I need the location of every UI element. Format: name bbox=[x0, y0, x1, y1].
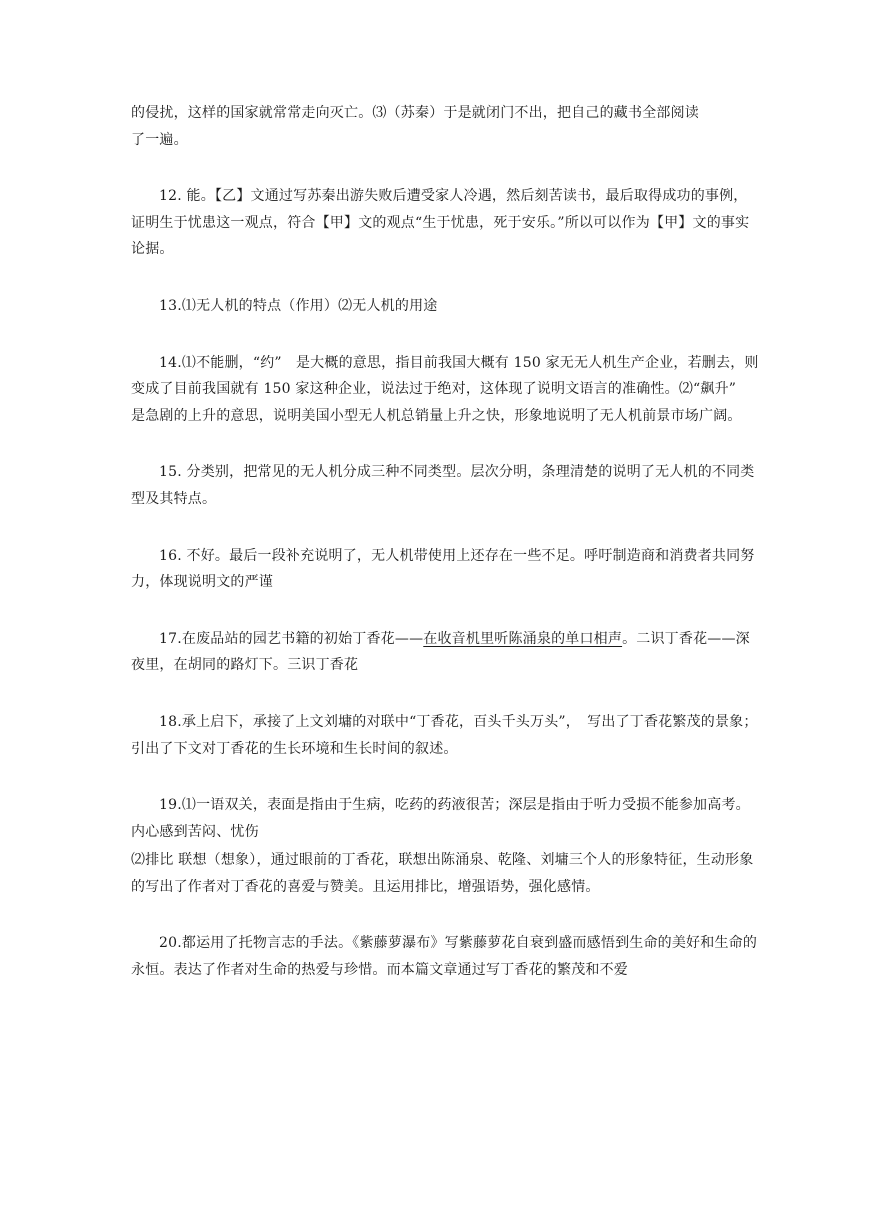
answer-17 bbox=[131, 626, 759, 679]
line-2: 了一遍。 bbox=[131, 131, 188, 148]
answer-19-part-1: 19.⑴一语双关，表面是指由于生病，吃药的药液很苦；深层是指由于听力受损不能参加高考。内心感到苦闷、忧伤 bbox=[131, 797, 750, 840]
answer-20: 20.都运用了托物言志的手法。《紫藤萝瀑布》写紫藤萝花自衰到盛而感悟到生命的美好和生命的永恒。表达了作者对生命的热爱与珍惜。而本篇文章通过写丁香花的繁茂和不爱 bbox=[131, 935, 758, 979]
answer-17-underlined: 在收音机里听陈涌泉的单口相声 bbox=[423, 630, 623, 647]
answer-12: 12. 能。【乙】文通过写苏秦出游失败后遭受家人冷遇，然后刻苦读书，最后取得成功的事例，证明生于忧患这一观点，符合【甲】文的观点“生于忧患，死于安乐。”所以可以作为【甲】文的事实论据。 bbox=[131, 188, 750, 258]
line-1: 的侵扰，这样的国家就常常走向灭亡。⑶（苏秦）于是就闭门不出，把自己的藏书全部阅读 bbox=[131, 105, 699, 121]
answer-paragraph-11-continuation bbox=[131, 100, 759, 153]
answer-19-part-2: ⑵排比 联想（想象），通过眼前的丁香花，联想出陈涌泉、乾隆、刘墉三个人的形象特征，生动形象的写出了作者对丁香花的喜爱与赞美。且运用排比，增强语势，强化感情。 bbox=[131, 852, 754, 895]
answer-18: 18.承上启下，承接了上文刘墉的对联中“丁香花，百头千头万头”， 写出了丁香花繁茂的景象；引出了下文对丁香花的生长环境和生长时间的叙述。 bbox=[131, 713, 758, 757]
answer-14: 14.⑴不能删，“约” 是大概的意思，指目前我国大概有 150 家无无人机生产企业，若删去，则变成了目前我国就有 150 家这种企业，说法过于绝对，这体现了说明文语言的准确性。⑵“飙升” 是急剧的上升的意思，说明美国小型无人机总销量上升之快，形象地说明了无人机前景市场广阔。 bbox=[131, 354, 759, 424]
answer-13: 13.⑴无人机的特点（作用）⑵无人机的用途 bbox=[159, 297, 438, 314]
answer-17-part-a: 17.在废品站的园艺书籍的初始丁香花—— bbox=[159, 630, 424, 647]
answer-15: 15. 分类别，把常见的无人机分成三种不同类型。层次分明，条理清楚的说明了无人机的不同类型及其特点。 bbox=[131, 464, 755, 507]
answer-16: 16. 不好。最后一段补充说明了，无人机带使用上还存在一些不足。呼吁制造商和消费者共同努力，体现说明文的严谨 bbox=[131, 547, 755, 591]
answer-17-part-c: 。二识丁香花——深夜里，在胡同的路灯下。三识丁香花 bbox=[131, 630, 750, 674]
